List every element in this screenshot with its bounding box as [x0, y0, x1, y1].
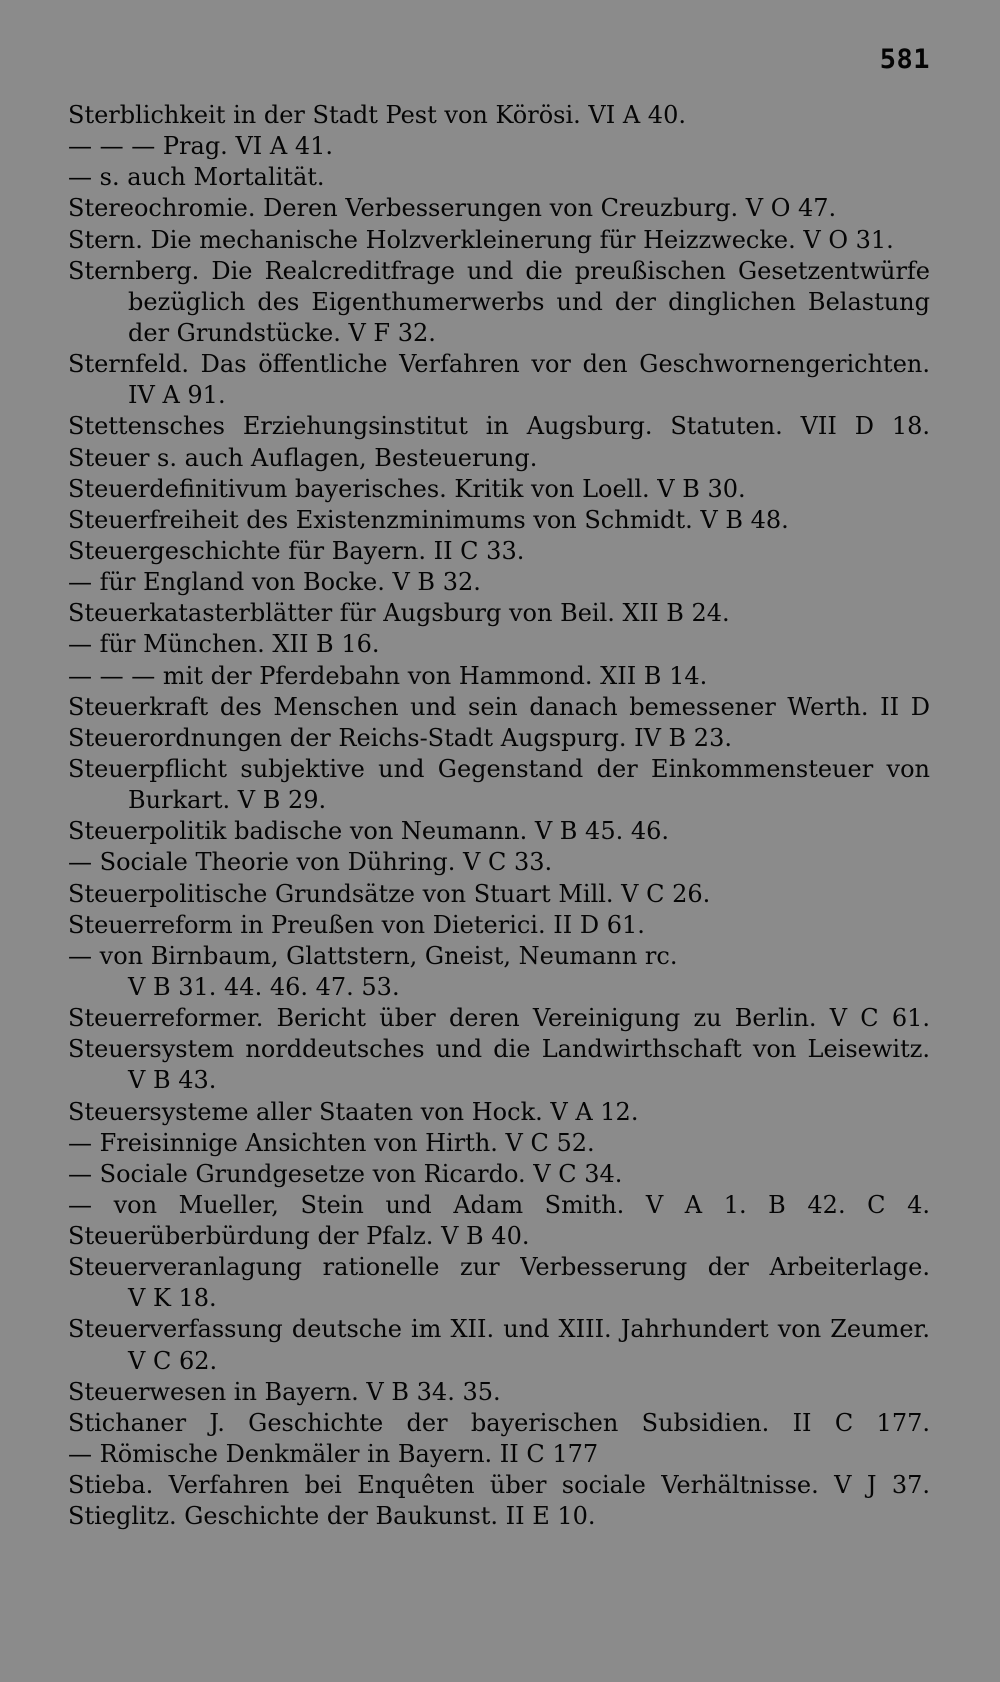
index-entry: — — — Prag. VI A 41.	[68, 132, 334, 161]
index-entry: — Sociale Theorie von Dühring. V C 33.	[68, 848, 553, 877]
index-entry: Steuersysteme aller Staaten von Hock. V A 12.	[68, 1097, 639, 1126]
index-entry: — Freisinnige Ansichten von Hirth. V C 52.	[68, 1128, 595, 1157]
index-entry: Stieba. Verfahren bei Enquêten über sociale Verhältnisse. V J 37.	[68, 1471, 930, 1500]
index-entry-continuation: V C 62.	[128, 1346, 218, 1375]
index-entry-continuation: IV A 91.	[128, 381, 226, 410]
index-entry-continuation: bezüglich des Eigenthumerwerbs und der dinglichen Belastung	[128, 287, 930, 316]
index-entry: Steuerreform in Preußen von Dieterici. II D 61.	[68, 910, 645, 939]
index-entry: Stern. Die mechanische Holzverkleinerung für Heizzwecke. V O 31.	[68, 225, 894, 254]
index-entry: Sternberg. Die Realcreditfrage und die preußischen Gesetzentwürfe	[68, 256, 930, 285]
index-entry: Steuerkatasterblätter für Augsburg von Beil. XII B 24.	[68, 599, 730, 628]
index-entry: Steuersystem norddeutsches und die Landwirthschaft von Leisewitz.	[68, 1035, 930, 1064]
index-entry-continuation: der Grundstücke. V F 32.	[128, 318, 436, 347]
index-entry: Steuerreformer. Bericht über deren Vereinigung zu Berlin. V C 61.	[68, 1004, 930, 1033]
index-entry: Steuerüberbürdung der Pfalz. V B 40.	[68, 1222, 530, 1251]
index-entry: Stichaner J. Geschichte der bayerischen Subsidien. II C 177.	[68, 1408, 930, 1437]
index-entry-continuation: V B 31. 44. 46. 47. 53.	[128, 972, 400, 1001]
index-entry: — für München. XII B 16.	[68, 630, 380, 659]
index-entry: Steuerkraft des Menschen und sein danach bemessener Werth. II D	[68, 692, 930, 721]
index-entry: — von Mueller, Stein und Adam Smith. V A 1. B 42. C 4.	[68, 1190, 930, 1219]
index-entry: Steuerpflicht subjektive und Gegenstand der Einkommensteuer von	[68, 754, 930, 783]
index-entry: Sterblichkeit in der Stadt Pest von Körösi. VI A 40.	[68, 101, 686, 129]
index-entry: Steuerpolitik badische von Neumann. V B 45. 46.	[68, 817, 670, 846]
index-entry: Steuergeschichte für Bayern. II C 33.	[68, 536, 525, 565]
index-entry: Steuer s. auch Auflagen, Besteuerung.	[68, 443, 538, 472]
index-entry-continuation: V B 43.	[128, 1066, 217, 1095]
index-entry: Steuerverfassung deutsche im XII. und XIII. Jahrhundert von Zeumer.	[68, 1315, 930, 1344]
index-entry-continuation: V K 18.	[128, 1284, 217, 1313]
index-entry: Stieglitz. Geschichte der Baukunst. II E 10.	[68, 1502, 596, 1531]
index-entry: — Römische Denkmäler in Bayern. II C 177	[68, 1440, 599, 1469]
index-entry: Steuerdefinitivum bayerisches. Kritik von Loell. V B 30.	[68, 474, 746, 503]
index-entry: — für England von Bocke. V B 32.	[68, 568, 481, 597]
index-entry: — von Birnbaum, Glattstern, Gneist, Neumann rc.	[68, 941, 678, 970]
index-entry: Steuerfreiheit des Existenzminimums von Schmidt. V B 48.	[68, 505, 789, 534]
index-entry: Sternfeld. Das öffentliche Verfahren vor den Geschwornengerichten.	[68, 350, 930, 379]
index-entry-continuation: Burkart. V B 29.	[128, 786, 327, 815]
index-entry: Steuerpolitische Grundsätze von Stuart Mill. V C 26.	[68, 879, 711, 908]
index-entry: Steuerordnungen der Reichs-Stadt Augspurg. IV B 23.	[68, 723, 732, 752]
index-entry: Stettensches Erziehungsinstitut in Augsburg. Statuten. VII D 18.	[68, 412, 930, 441]
index-entry: Steuerveranlagung rationelle zur Verbesserung der Arbeiterlage.	[68, 1253, 930, 1282]
index-entry: Steuerwesen in Bayern. V B 34. 35.	[68, 1377, 501, 1406]
page-number: 581	[879, 44, 930, 75]
index-entry: — s. auch Mortalität.	[68, 163, 325, 192]
index-entry: — — — mit der Pferdebahn von Hammond. XII B 14.	[68, 661, 708, 690]
index-entries	[68, 100, 930, 1532]
index-entry: — Sociale Grundgesetze von Ricardo. V C 34.	[68, 1159, 623, 1188]
index-entry: Stereochromie. Deren Verbesserungen von Creuzburg. V O 47.	[68, 194, 837, 223]
